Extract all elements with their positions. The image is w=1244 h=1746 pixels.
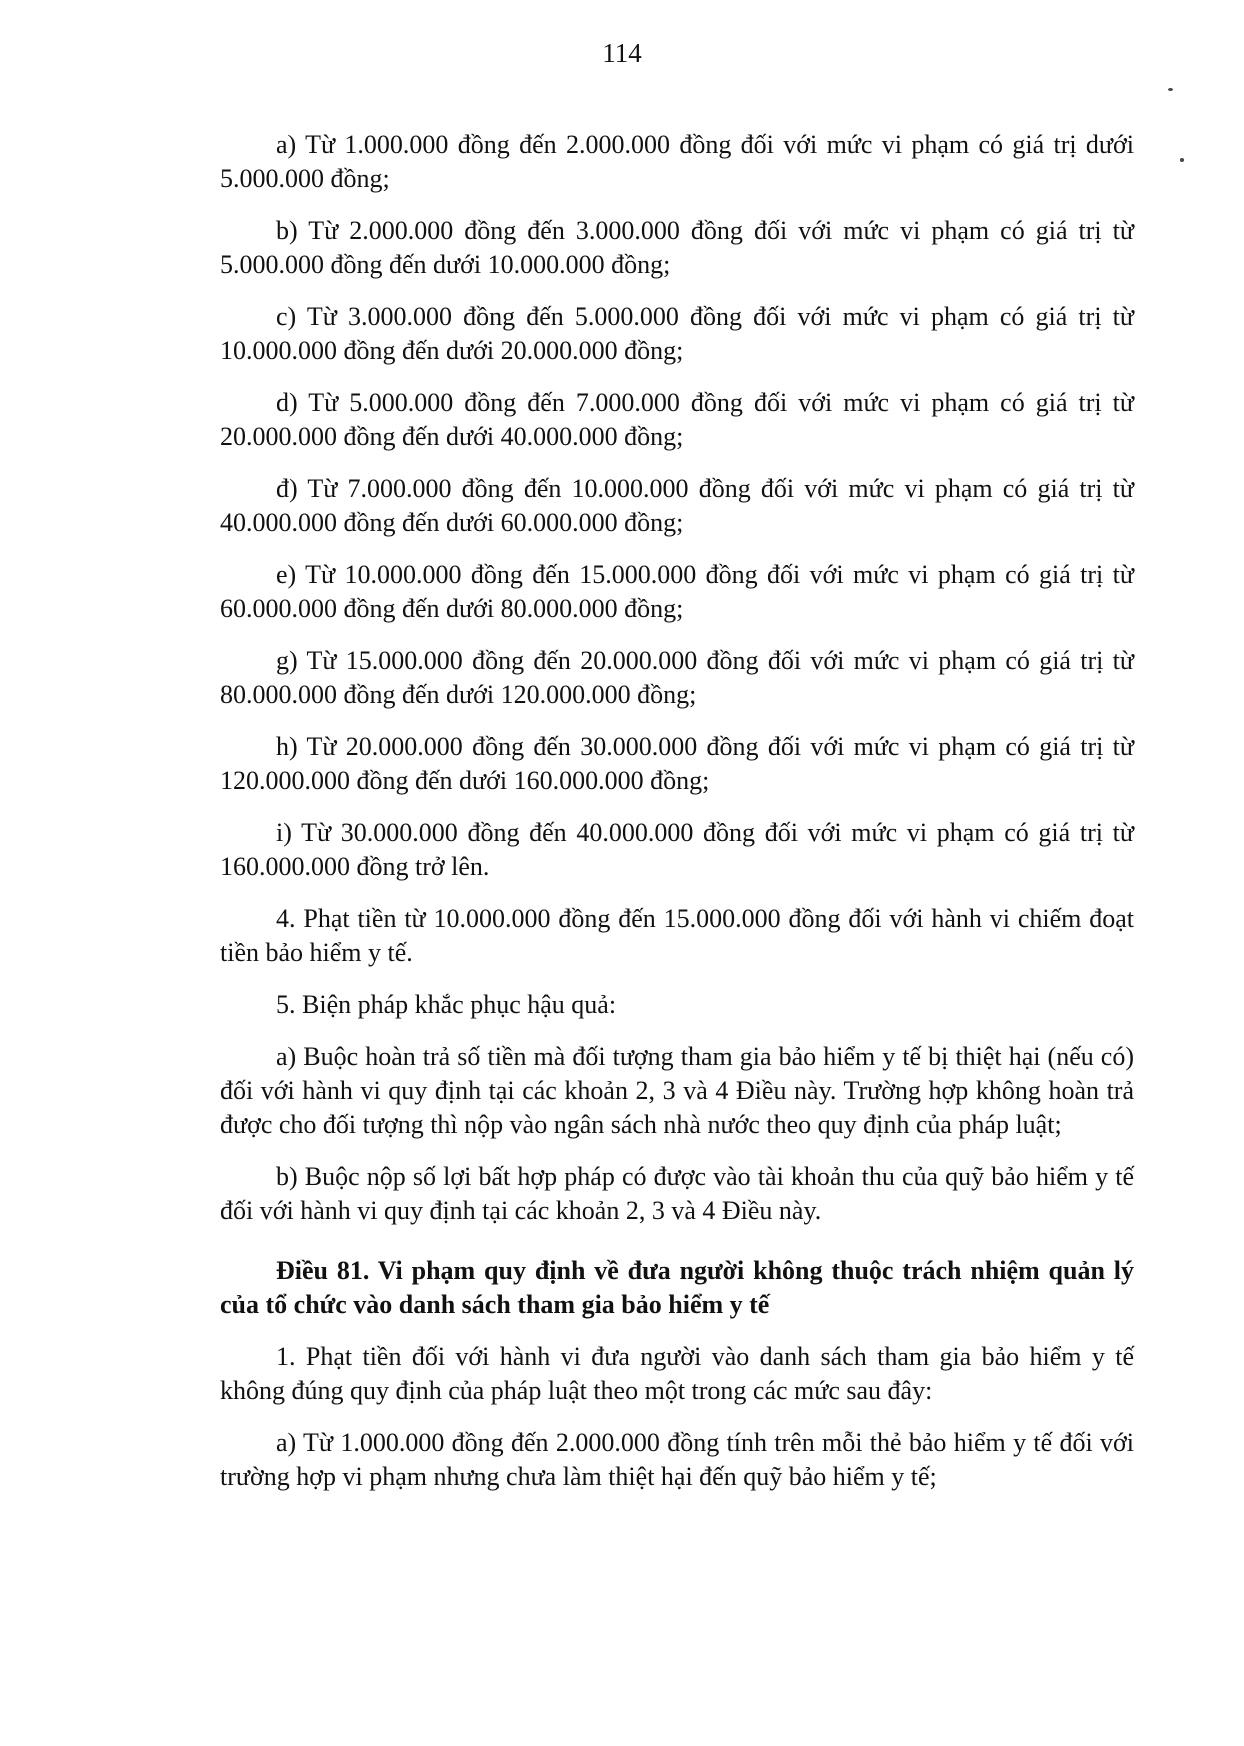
scan-speck [1168, 88, 1173, 91]
clause-i: i) Từ 30.000.000 đồng đến 40.000.000 đồng đối với mức vi phạm có giá trị từ 160.000.000 đồng trở lên. [220, 818, 1134, 881]
clause-a: a) Từ 1.000.000 đồng đến 2.000.000 đồng đối với mức vi phạm có giá trị dưới 5.000.000 đồng; [220, 130, 1134, 193]
article-81-section-1: 1. Phạt tiền đối với hành vi đưa người vào danh sách tham gia bảo hiểm y tế không đúng quy định của pháp luật theo một trong các mức sau đây: [220, 1342, 1134, 1405]
article-81-heading: Điều 81. Vi phạm quy định về đưa người không thuộc trách nhiệm quản lý của tổ chức vào danh sách tham gia bảo hiểm y tế [220, 1256, 1134, 1319]
clause-c: c) Từ 3.000.000 đồng đến 5.000.000 đồng đối với mức vi phạm có giá trị từ 10.000.000 đồng đến dưới 20.000.000 đồng; [220, 302, 1134, 365]
page-number: 114 [602, 38, 642, 68]
article-81-clause-a: a) Từ 1.000.000 đồng đến 2.000.000 đồng tính trên mỗi thẻ bảo hiểm y tế đối với trường hợp vi phạm nhưng chưa làm thiệt hại đến quỹ bảo hiểm y tế; [220, 1428, 1134, 1491]
section-5: 5. Biện pháp khắc phục hậu quả: [276, 990, 617, 1019]
scan-speck [1180, 158, 1184, 162]
remedy-a: a) Buộc hoàn trả số tiền mà đối tượng tham gia bảo hiểm y tế bị thiệt hại (nếu có) đối với hành vi quy định tại các khoản 2, 3 và 4 Điều này. Trường hợp không hoàn trả được cho đối tượng thì nộp vào ngân sách nhà nước theo quy định của pháp luật; [220, 1042, 1134, 1139]
section-4: 4. Phạt tiền từ 10.000.000 đồng đến 15.000.000 đồng đối với hành vi chiếm đoạt tiền bảo hiểm y tế. [220, 904, 1134, 967]
clause-h: h) Từ 20.000.000 đồng đến 30.000.000 đồng đối với mức vi phạm có giá trị từ 120.000.000 đồng đến dưới 160.000.000 đồng; [220, 732, 1134, 795]
remedy-b: b) Buộc nộp số lợi bất hợp pháp có được vào tài khoản thu của quỹ bảo hiểm y tế đối với hành vi quy định tại các khoản 2, 3 và 4 Điều này. [220, 1162, 1134, 1225]
clause-dd: đ) Từ 7.000.000 đồng đến 10.000.000 đồng đối với mức vi phạm có giá trị từ 40.000.000 đồng đến dưới 60.000.000 đồng; [220, 474, 1134, 537]
clause-e: e) Từ 10.000.000 đồng đến 15.000.000 đồng đối với mức vi phạm có giá trị từ 60.000.000 đồng đến dưới 80.000.000 đồng; [220, 560, 1134, 623]
clause-g: g) Từ 15.000.000 đồng đến 20.000.000 đồng đối với mức vi phạm có giá trị từ 80.000.000 đồng đến dưới 120.000.000 đồng; [220, 646, 1134, 709]
document-body [220, 128, 1134, 1512]
clause-b: b) Từ 2.000.000 đồng đến 3.000.000 đồng đối với mức vi phạm có giá trị từ 5.000.000 đồng đến dưới 10.000.000 đồng; [220, 216, 1134, 279]
clause-d: d) Từ 5.000.000 đồng đến 7.000.000 đồng đối với mức vi phạm có giá trị từ 20.000.000 đồng đến dưới 40.000.000 đồng; [220, 388, 1134, 451]
